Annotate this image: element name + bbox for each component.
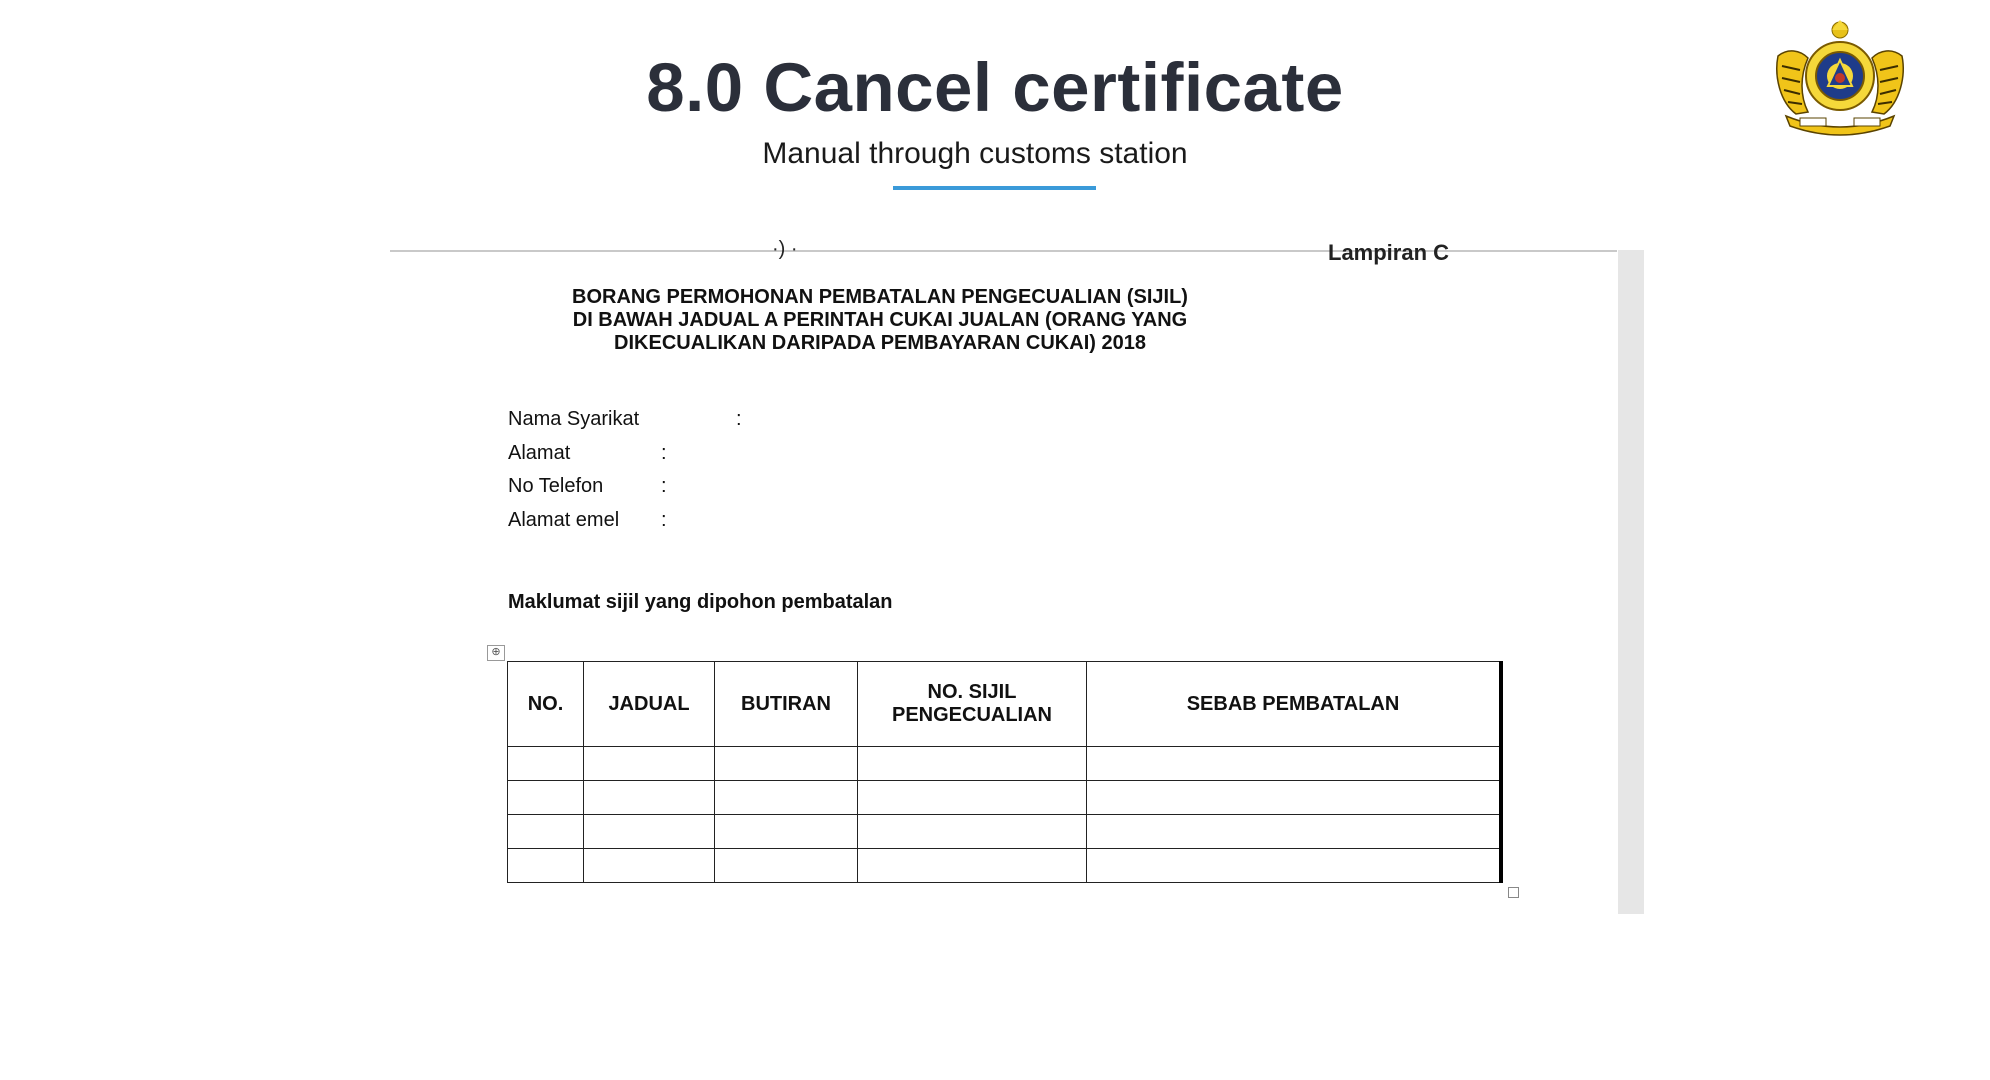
title-underline (893, 186, 1096, 190)
table-row (508, 849, 1502, 883)
table-cell[interactable] (1087, 849, 1502, 883)
table-cell[interactable] (858, 747, 1087, 781)
table-cell[interactable] (715, 849, 858, 883)
table-cell[interactable] (508, 849, 584, 883)
customs-emblem-icon (1770, 16, 1910, 136)
table-cell[interactable] (508, 781, 584, 815)
header-text: NO. (527, 692, 564, 715)
field-label: Nama Syarikat (508, 408, 640, 430)
form-title-line-2: DI BAWAH JADUAL A PERINTAH CUKAI JUALAN (ORANG YANG (572, 309, 1188, 331)
section-heading: Maklumat sijil yang dipohon pembatalan (508, 591, 893, 613)
form-title-line-3: DIKECUALIKAN DARIPADA PEMBAYARAN CUKAI) 2018 (614, 332, 1146, 354)
table-cell[interactable] (858, 815, 1087, 849)
table-cell[interactable] (1087, 781, 1502, 815)
table-cell[interactable] (508, 747, 584, 781)
field-label: Alamat emel (508, 509, 620, 531)
cutoff-text-lampiran: Lampiran C (1328, 240, 1450, 265)
table-cell[interactable] (1087, 747, 1502, 781)
field-label: Alamat (508, 442, 571, 464)
table-cell[interactable] (715, 747, 858, 781)
field-alamat (508, 442, 667, 465)
slide-subtitle: Manual through customs station (762, 137, 1188, 170)
column-header-jadual (584, 662, 715, 747)
table-cell[interactable] (584, 849, 715, 883)
field-nama-syarikat (508, 408, 742, 431)
table-move-handle-icon[interactable]: ⊕ (487, 645, 505, 661)
field-colon: : (661, 475, 667, 497)
field-colon: : (736, 408, 742, 430)
certificate-table (507, 661, 1503, 883)
table-header-row (508, 662, 1502, 747)
form-document-screenshot (390, 238, 1644, 914)
field-alamat-emel (508, 509, 667, 532)
table-cell[interactable] (584, 747, 715, 781)
column-header-no-sijil (858, 662, 1087, 747)
table-cell[interactable] (858, 781, 1087, 815)
table-cell[interactable] (858, 849, 1087, 883)
form-title-line-1: BORANG PERMOHONAN PEMBATALAN PENGECUALIAN (SIJIL) (572, 286, 1188, 308)
document-scrollbar[interactable] (1618, 250, 1644, 914)
table-cell[interactable] (715, 781, 858, 815)
cutoff-text-left: ·) · (772, 238, 798, 260)
table-cell[interactable] (508, 815, 584, 849)
table-row (508, 781, 1502, 815)
table-cell[interactable] (584, 781, 715, 815)
field-no-telefon (508, 475, 667, 498)
table-row (508, 747, 1502, 781)
field-label: No Telefon (508, 475, 604, 497)
field-colon: : (661, 509, 667, 531)
table-resize-handle[interactable] (1508, 887, 1519, 898)
table-row (508, 815, 1502, 849)
form-title (530, 286, 1230, 355)
table-cell[interactable] (715, 815, 858, 849)
header-text-line-2: PENGECUALIAN (891, 704, 1052, 726)
table-cell[interactable] (1087, 815, 1502, 849)
column-header-butiran (715, 662, 858, 747)
field-colon: : (661, 442, 667, 464)
header-text: JADUAL (608, 692, 690, 715)
header-text-line-1: NO. SIJIL (927, 681, 1017, 703)
table-cell[interactable] (584, 815, 715, 849)
slide-title: 8.0 Cancel certificate (646, 49, 1344, 126)
column-header-no (508, 662, 584, 747)
header-text: BUTIRAN (741, 692, 831, 715)
header-text: SEBAB PEMBATALAN (1186, 692, 1400, 715)
column-header-sebab-pembatalan (1087, 662, 1502, 747)
